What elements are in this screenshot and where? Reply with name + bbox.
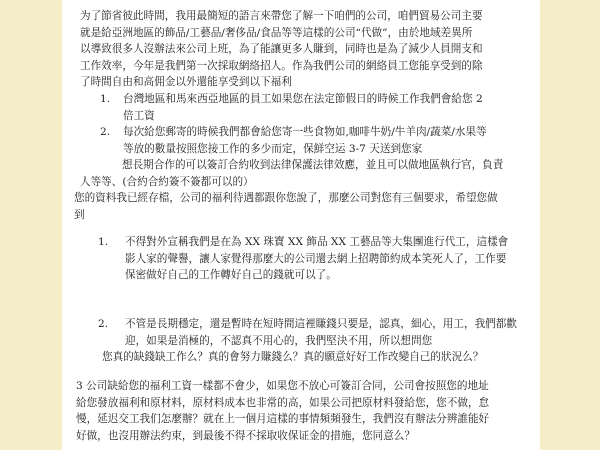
benefit-line: 台灣地區和馬來西亞地區的員工如果您在法定節假日的時候工作我們會給您 2 — [123, 93, 483, 105]
requirement-2 — [98, 316, 517, 366]
contract-paragraph — [80, 157, 503, 190]
intro-line: 为了節省彼此時間，我用最簡短的語言來帶您了解一下咱們的公司，咱們貿易公司主要 — [80, 10, 483, 22]
contract-line: 人等等、(合約合約簽不簽都可以的） — [80, 175, 254, 188]
requirement-line: 迎，如果是消極的，不認真不用心的，我們堅決不用，所以想問您 — [125, 334, 433, 347]
requirement-1 — [98, 234, 508, 284]
resume-line: 您的資料我已經存檔，公司的福利待遇都跟你您說了，那麼公司對您有三個要求，希望您做 — [74, 192, 498, 204]
requirement-line: 保密做好自己的工作轉好自己的錢就可以了。 — [125, 269, 337, 281]
guarantee-line: 給您發放福利和原材料，原材料成本也非常的高，如果公司把原材料發給您，您不做，怠 — [76, 396, 490, 409]
benefit-item-1 — [100, 91, 483, 124]
requirement-line: 不得對外宣稱我們是在為 XX 珠寶 XX 飾品 XX 工藝品等大集團進行代工，這樣會 — [125, 236, 509, 248]
requirement-number: 1. — [98, 236, 109, 248]
requirement-number: 2. — [98, 318, 109, 330]
contract-line: 想長期合作的可以簽訂合約收到法律保護法律效應，並且可以做地區執行官，負責 — [122, 159, 504, 171]
guarantee-paragraph — [76, 378, 489, 444]
document-page — [62, 0, 540, 450]
requirement-question: 您真的缺錢缺工作么？真的會努力賺錢么？真的願意好好工作改變自己的狀況么？ — [102, 351, 484, 363]
requirement-line: 不管是長期穩定，還是暫時在短時間這裡賺錢只要是，認真，細心，用工，我們都歡 — [125, 318, 517, 330]
requirement-line: 影人家的聲譽，讓人家覺得那麼大的公司還去網上招聘節約成本笑死人了，工作要 — [125, 252, 507, 265]
guarantee-line: 慢，延迟交工我们怎麼辦？就在上一個月這樣的事情頻頻發生，我們沒有辦法分辨誰能好 — [76, 413, 490, 425]
benefit-item-2 — [100, 124, 487, 157]
guarantee-line: 3 公司缺給您的福利工資一樣都不會少，如果您不放心可簽訂合同，公司會按照您的地址 — [76, 380, 489, 392]
guarantee-line: 好做，也沒用辦法约束，到最後不得不採取收保证金的措施，您同意么？ — [76, 429, 415, 442]
intro-paragraph — [80, 8, 483, 91]
resume-line: 到 — [74, 208, 85, 221]
benefit-line: 每次給您郵寄的時候我們都會給您寄一些食物如,咖啡牛奶/牛羊肉/蔬菜/水果等 — [123, 126, 487, 138]
benefit-line: 等放的數量按照您接工作的多少而定，保鮮空运 3-7 天送到您家 — [123, 142, 423, 155]
resume-paragraph — [74, 190, 498, 223]
intro-line: 了時間自由和高佣金以外還能享受到以下福利 — [80, 76, 292, 88]
intro-line: 就是給亞洲地區的飾品/工藝品/奢侈品/食品等等這樣的公司“代做”，由於地域差異所 — [80, 26, 473, 39]
intro-line: 以導致很多人沒辦法來公司上班，為了能讓更多人賺到，同時也是為了減少人員開支和 — [80, 43, 483, 55]
benefit-line: 倍工資 — [123, 109, 155, 122]
benefit-number: 2. — [100, 126, 111, 138]
benefit-number: 1. — [100, 93, 111, 105]
intro-line: 工作效率，今年是我們第一次採取網絡招人。作為我們公司的網絡員工您能享受到的除 — [80, 59, 483, 72]
